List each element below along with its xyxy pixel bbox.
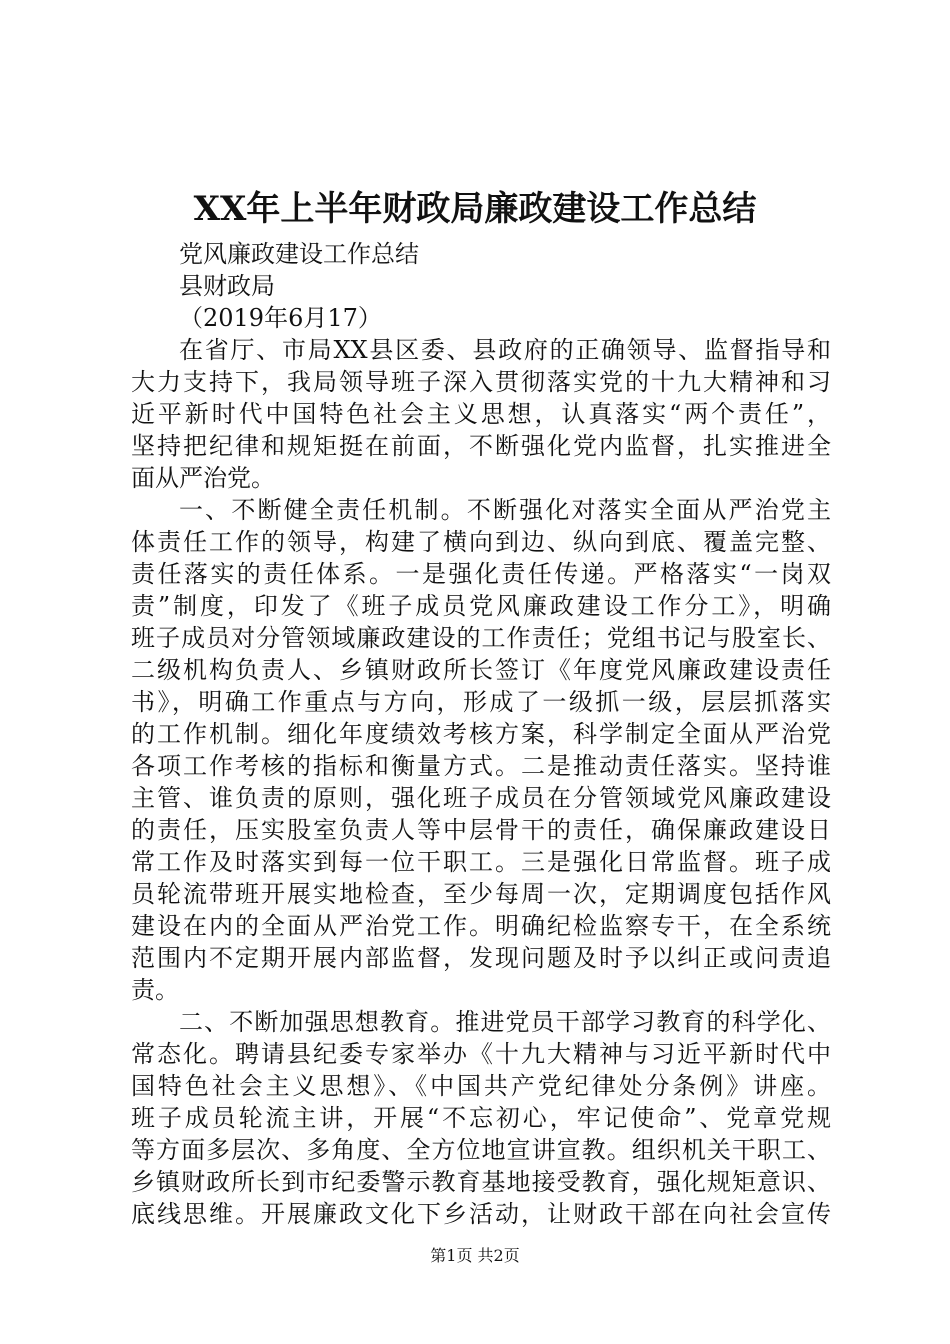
paragraph-line: 面从严治党。 bbox=[131, 464, 275, 492]
document-body bbox=[131, 238, 831, 1230]
paragraph-line: 主管、谁负责的原则，强化班子成员在分管领域党风廉政建设 bbox=[131, 784, 831, 812]
paragraph-line: 底线思维。开展廉政文化下乡活动，让财政干部在向社会宣传 bbox=[131, 1200, 831, 1228]
paragraph-line: 等方面多层次、多角度、全方位地宣讲宣教。组织机关干职工、 bbox=[131, 1136, 831, 1164]
paragraph-line: 乡镇财政所长到市纪委警示教育基地接受教育，强化规矩意识、 bbox=[131, 1168, 831, 1196]
paragraph-line: 书》，明确工作重点与方向，形成了一级抓一级，层层抓落实 bbox=[131, 688, 831, 716]
issuer-line: 县财政局 bbox=[179, 272, 275, 300]
document-title: XX年上半年财政局廉政建设工作总结 bbox=[193, 189, 757, 229]
paragraph-line: 各项工作考核的指标和衡量方式。二是推动责任落实。坚持谁 bbox=[131, 752, 831, 780]
paragraph-line: 员轮流带班开展实地检查，至少每周一次，定期调度包括作风 bbox=[131, 880, 831, 908]
paragraph-line: 近平新时代中国特色社会主义思想，认真落实“两个责任”， bbox=[131, 400, 831, 428]
paragraph-line: 常态化。聘请县纪委专家举办《十九大精神与习近平新时代中 bbox=[131, 1040, 831, 1068]
subtitle-line: 党风廉政建设工作总结 bbox=[179, 240, 419, 268]
date-line: （2019年6月17） bbox=[179, 304, 382, 332]
paragraph-line: 责任落实的责任体系。一是强化责任传递。严格落实“一岗双 bbox=[131, 560, 831, 588]
paragraph-line: 常工作及时落实到每一位干职工。三是强化日常监督。班子成 bbox=[131, 848, 831, 876]
paragraph-line: 范围内不定期开展内部监督，发现问题及时予以纠正或问责追 bbox=[131, 944, 831, 972]
paragraph-line: 体责任工作的领导，构建了横向到边、纵向到底、覆盖完整、 bbox=[131, 528, 831, 556]
paragraph-line: 的工作机制。细化年度绩效考核方案，科学制定全面从严治党 bbox=[131, 720, 831, 748]
paragraph-line: 的责任，压实股室负责人等中层骨干的责任，确保廉政建设日 bbox=[131, 816, 831, 844]
paragraph-line: 班子成员对分管领域廉政建设的工作责任；党组书记与股室长、 bbox=[131, 624, 831, 652]
paragraph-line: 国特色社会主义思想》、《中国共产党纪律处分条例》讲座。 bbox=[131, 1072, 831, 1100]
paragraph-line: 责。 bbox=[131, 976, 179, 1004]
paragraph-line: 班子成员轮流主讲，开展“不忘初心，牢记使命”、党章党规 bbox=[131, 1104, 831, 1132]
paragraph-line: 坚持把纪律和规矩挺在前面，不断强化党内监督，扎实推进全 bbox=[131, 432, 831, 460]
paragraph-line: 建设在内的全面从严治党工作。明确纪检监察专干，在全系统 bbox=[131, 912, 831, 940]
paragraph-line: 在省厅、市局XX县区委、县政府的正确领导、监督指导和 bbox=[179, 336, 831, 364]
paragraph-line: 二、不断加强思想教育。推进党员干部学习教育的科学化、 bbox=[179, 1008, 831, 1036]
paragraph-line: 大力支持下，我局领导班子深入贯彻落实党的十九大精神和习 bbox=[131, 368, 831, 396]
paragraph-line: 二级机构负责人、乡镇财政所长签订《年度党风廉政建设责任 bbox=[131, 656, 831, 684]
paragraph-line: 责”制度，印发了《班子成员党风廉政建设工作分工》，明确 bbox=[131, 592, 831, 620]
paragraph-line: 一、不断健全责任机制。不断强化对落实全面从严治党主 bbox=[179, 496, 831, 524]
page-footer: 第1页 共2页 bbox=[430, 1246, 520, 1265]
